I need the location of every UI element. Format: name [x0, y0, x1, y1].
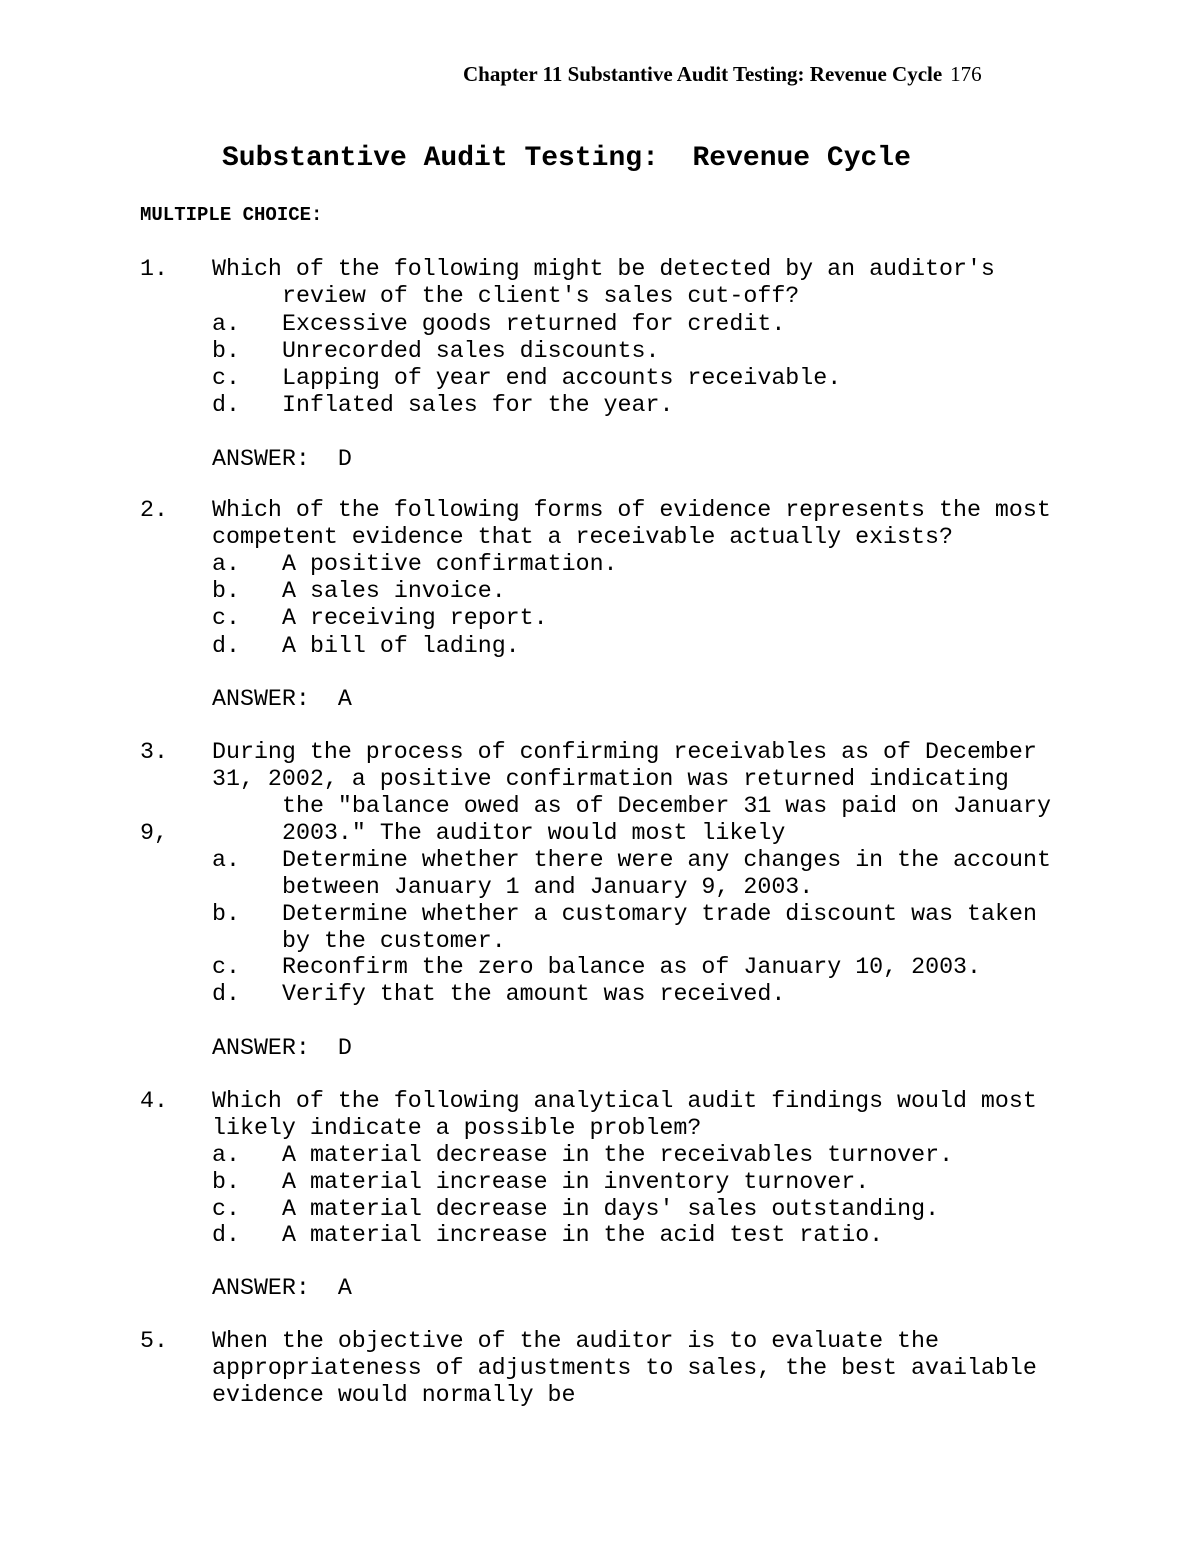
question-2-option-c-text: A receiving report.	[282, 605, 548, 631]
question-3-stem-line-2: 31, 2002, a positive confirmation was returned indicating	[212, 766, 1009, 792]
question-2-option-a-letter: a.	[212, 551, 240, 577]
question-1-option-c-text: Lapping of year end accounts receivable.	[282, 365, 842, 391]
question-4-option-c-letter: c.	[212, 1196, 240, 1222]
question-3-number: 3.	[140, 739, 168, 765]
question-3-answer: ANSWER: D	[212, 1035, 352, 1061]
question-1-option-a-text: Excessive goods returned for credit.	[282, 311, 786, 337]
question-1-stem-line-1: Which of the following might be detected by an auditor's	[212, 256, 995, 282]
question-4-option-b-letter: b.	[212, 1169, 240, 1195]
question-2-option-b-letter: b.	[212, 578, 240, 604]
question-2-option-c-letter: c.	[212, 605, 240, 631]
question-4-answer: ANSWER: A	[212, 1275, 352, 1301]
question-3-option-a-text-line-2: between January 1 and January 9, 2003.	[282, 874, 814, 900]
question-2-stem-line-2: competent evidence that a receivable actually exists?	[212, 524, 953, 550]
question-3-option-b-text-line-2: by the customer.	[282, 928, 506, 954]
question-2-answer: ANSWER: A	[212, 686, 352, 712]
question-3-option-a-text: Determine whether there were any changes in the account	[282, 847, 1051, 873]
question-3-stem-line-4: 2003." The auditor would most likely	[282, 820, 786, 846]
question-4-stem-line-2: likely indicate a possible problem?	[212, 1115, 702, 1141]
question-4-option-b-text: A material increase in inventory turnover.	[282, 1169, 870, 1195]
question-2-option-b-text: A sales invoice.	[282, 578, 506, 604]
question-4-option-c-text: A material decrease in days' sales outstanding.	[282, 1196, 940, 1222]
question-4-option-d-letter: d.	[212, 1222, 240, 1248]
question-5-number: 5.	[140, 1328, 168, 1354]
question-1-option-b-text: Unrecorded sales discounts.	[282, 338, 660, 364]
question-4-option-d-text: A material increase in the acid test ratio.	[282, 1222, 884, 1248]
question-4-number: 4.	[140, 1088, 168, 1114]
question-1-option-d-letter: d.	[212, 392, 240, 418]
question-4-option-a-text: A material decrease in the receivables turnover.	[282, 1142, 954, 1168]
question-2-number: 2.	[140, 497, 168, 523]
question-3-option-a-letter: a.	[212, 847, 240, 873]
question-1-option-d-text: Inflated sales for the year.	[282, 392, 674, 418]
question-4-stem-line-1: Which of the following analytical audit findings would most	[212, 1088, 1037, 1114]
question-3-option-b-text: Determine whether a customary trade discount was taken	[282, 901, 1037, 927]
question-2-option-a-text: A positive confirmation.	[282, 551, 618, 577]
question-5-stem-line-2: appropriateness of adjustments to sales, the best available	[212, 1355, 1037, 1381]
question-4-option-a-letter: a.	[212, 1142, 240, 1168]
question-1-option-a-letter: a.	[212, 311, 240, 337]
question-3-option-c-text: Reconfirm the zero balance as of January 10, 2003.	[282, 954, 982, 980]
question-2-option-d-letter: d.	[212, 633, 240, 659]
question-3-option-d-text: Verify that the amount was received.	[282, 981, 786, 1007]
running-header	[463, 62, 982, 87]
running-title: Chapter 11 Substantive Audit Testing: Revenue Cycle	[463, 62, 943, 86]
question-1-answer: ANSWER: D	[212, 446, 352, 472]
question-1-option-c-letter: c.	[212, 365, 240, 391]
question-2-stem-line-1: Which of the following forms of evidence represents the most	[212, 497, 1051, 523]
page-title: Substantive Audit Testing: Revenue Cycle	[222, 143, 911, 174]
question-5-stem-line-3: evidence would normally be	[212, 1382, 576, 1408]
question-3-margin-note: 9,	[140, 820, 168, 846]
section-heading: MULTIPLE CHOICE:	[140, 204, 323, 226]
question-1-stem-line-2: review of the client's sales cut-off?	[282, 283, 800, 309]
question-3-option-b-letter: b.	[212, 901, 240, 927]
question-3-option-d-letter: d.	[212, 981, 240, 1007]
question-1-option-b-letter: b.	[212, 338, 240, 364]
question-3-option-c-letter: c.	[212, 954, 240, 980]
question-3-stem-line-3: the "balance owed as of December 31 was paid on January	[282, 793, 1051, 819]
question-2-option-d-text: A bill of lading.	[282, 633, 520, 659]
question-1-number: 1.	[140, 256, 168, 282]
question-5-stem-line-1: When the objective of the auditor is to evaluate the	[212, 1328, 939, 1354]
question-3-stem-line-1: During the process of confirming receivables as of December	[212, 739, 1037, 765]
page-number: 176	[950, 62, 982, 86]
